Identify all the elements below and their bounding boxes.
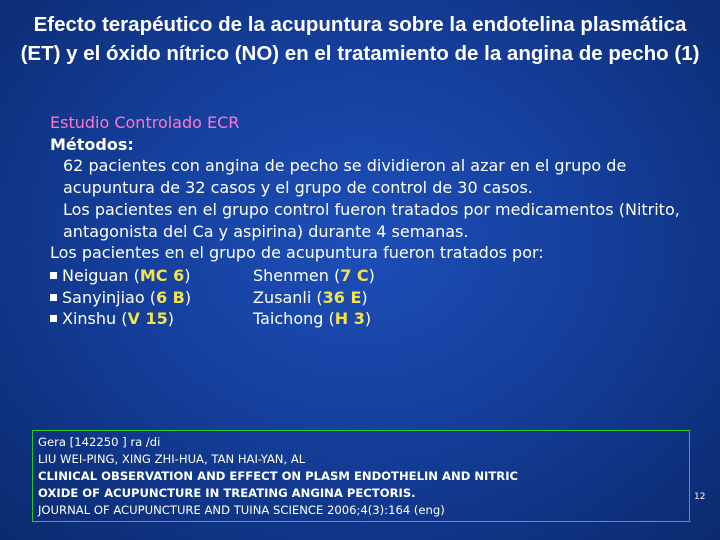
methods-paragraph-1: 62 pacientes con angina de pecho se dividieron al azar en el grupo de acupuntura de 32 casos y el grupo de control de 30 casos. [63,156,627,198]
acupoint-name: Sanyinjiao [62,287,145,307]
reference-box [32,430,690,522]
square-bullet-icon [50,315,57,322]
acupoint-name: Shenmen [253,265,329,285]
acupoint-code: V 15 [127,309,168,329]
square-bullet-icon [50,272,57,279]
reference-authors: LIU WEI-PING, XING ZHI-HUA, TAN HAI-YAN, AL [38,452,306,466]
slide-title: Efecto terapéutico de la acupuntura sobre la endotelina plasmática (ET) y el óxido nítrico (NO) en el tratamiento de la angina de pecho (1) [20,13,700,65]
acupoint-item: Zusanli (36 E) [253,287,368,307]
acupoint-item: Neiguan (MC 6) [50,265,253,287]
acupoint-item: Taichong (H 3) [253,309,372,329]
acupoint-name: Neiguan [62,265,129,285]
acupoint-item: Shenmen (7 C) [253,265,375,285]
methods-paragraph-3: Los pacientes en el grupo de acupuntura fueron tratados por: [50,243,544,263]
acupoint-item: Sanyinjiao (6 B) [50,287,253,309]
acupoints-list [50,265,700,330]
study-type-subtitle: Estudio Controlado ECR [50,113,240,132]
reference-title-continued: OXIDE OF ACUPUNCTURE IN TREATING ANGINA PECTORIS. [38,486,416,500]
square-bullet-icon [50,294,57,301]
acupoint-item: Xinshu (V 15) [50,308,253,330]
reference-title: CLINICAL OBSERVATION AND EFFECT ON PLASM ENDOTHELIN AND NITRIC [38,469,519,483]
acupoint-code: 36 E [322,287,362,307]
methods-paragraph-2: Los pacientes en el grupo control fueron tratados por medicamentos (Nitrito, antagonista del Ca y aspirina) durante 4 semanas. [63,199,680,241]
slide-body [50,112,700,330]
acupoint-code: 7 C [340,265,369,285]
acupoint-code: MC 6 [139,265,185,285]
acupoint-code: H 3 [334,309,365,329]
reference-journal: JOURNAL OF ACUPUNCTURE AND TUINA SCIENCE 2006;4(3):164 (eng) [38,503,445,517]
acupoint-code: 6 B [155,287,185,307]
reference-line: Gera [142250 ] ra /di [38,435,161,449]
acupoint-name: Zusanli [253,287,312,307]
acupoint-name: Xinshu [62,309,117,329]
page-number: 12 [694,492,706,502]
acupoint-name: Taichong [253,309,324,329]
methods-heading: Métodos: [50,134,134,154]
